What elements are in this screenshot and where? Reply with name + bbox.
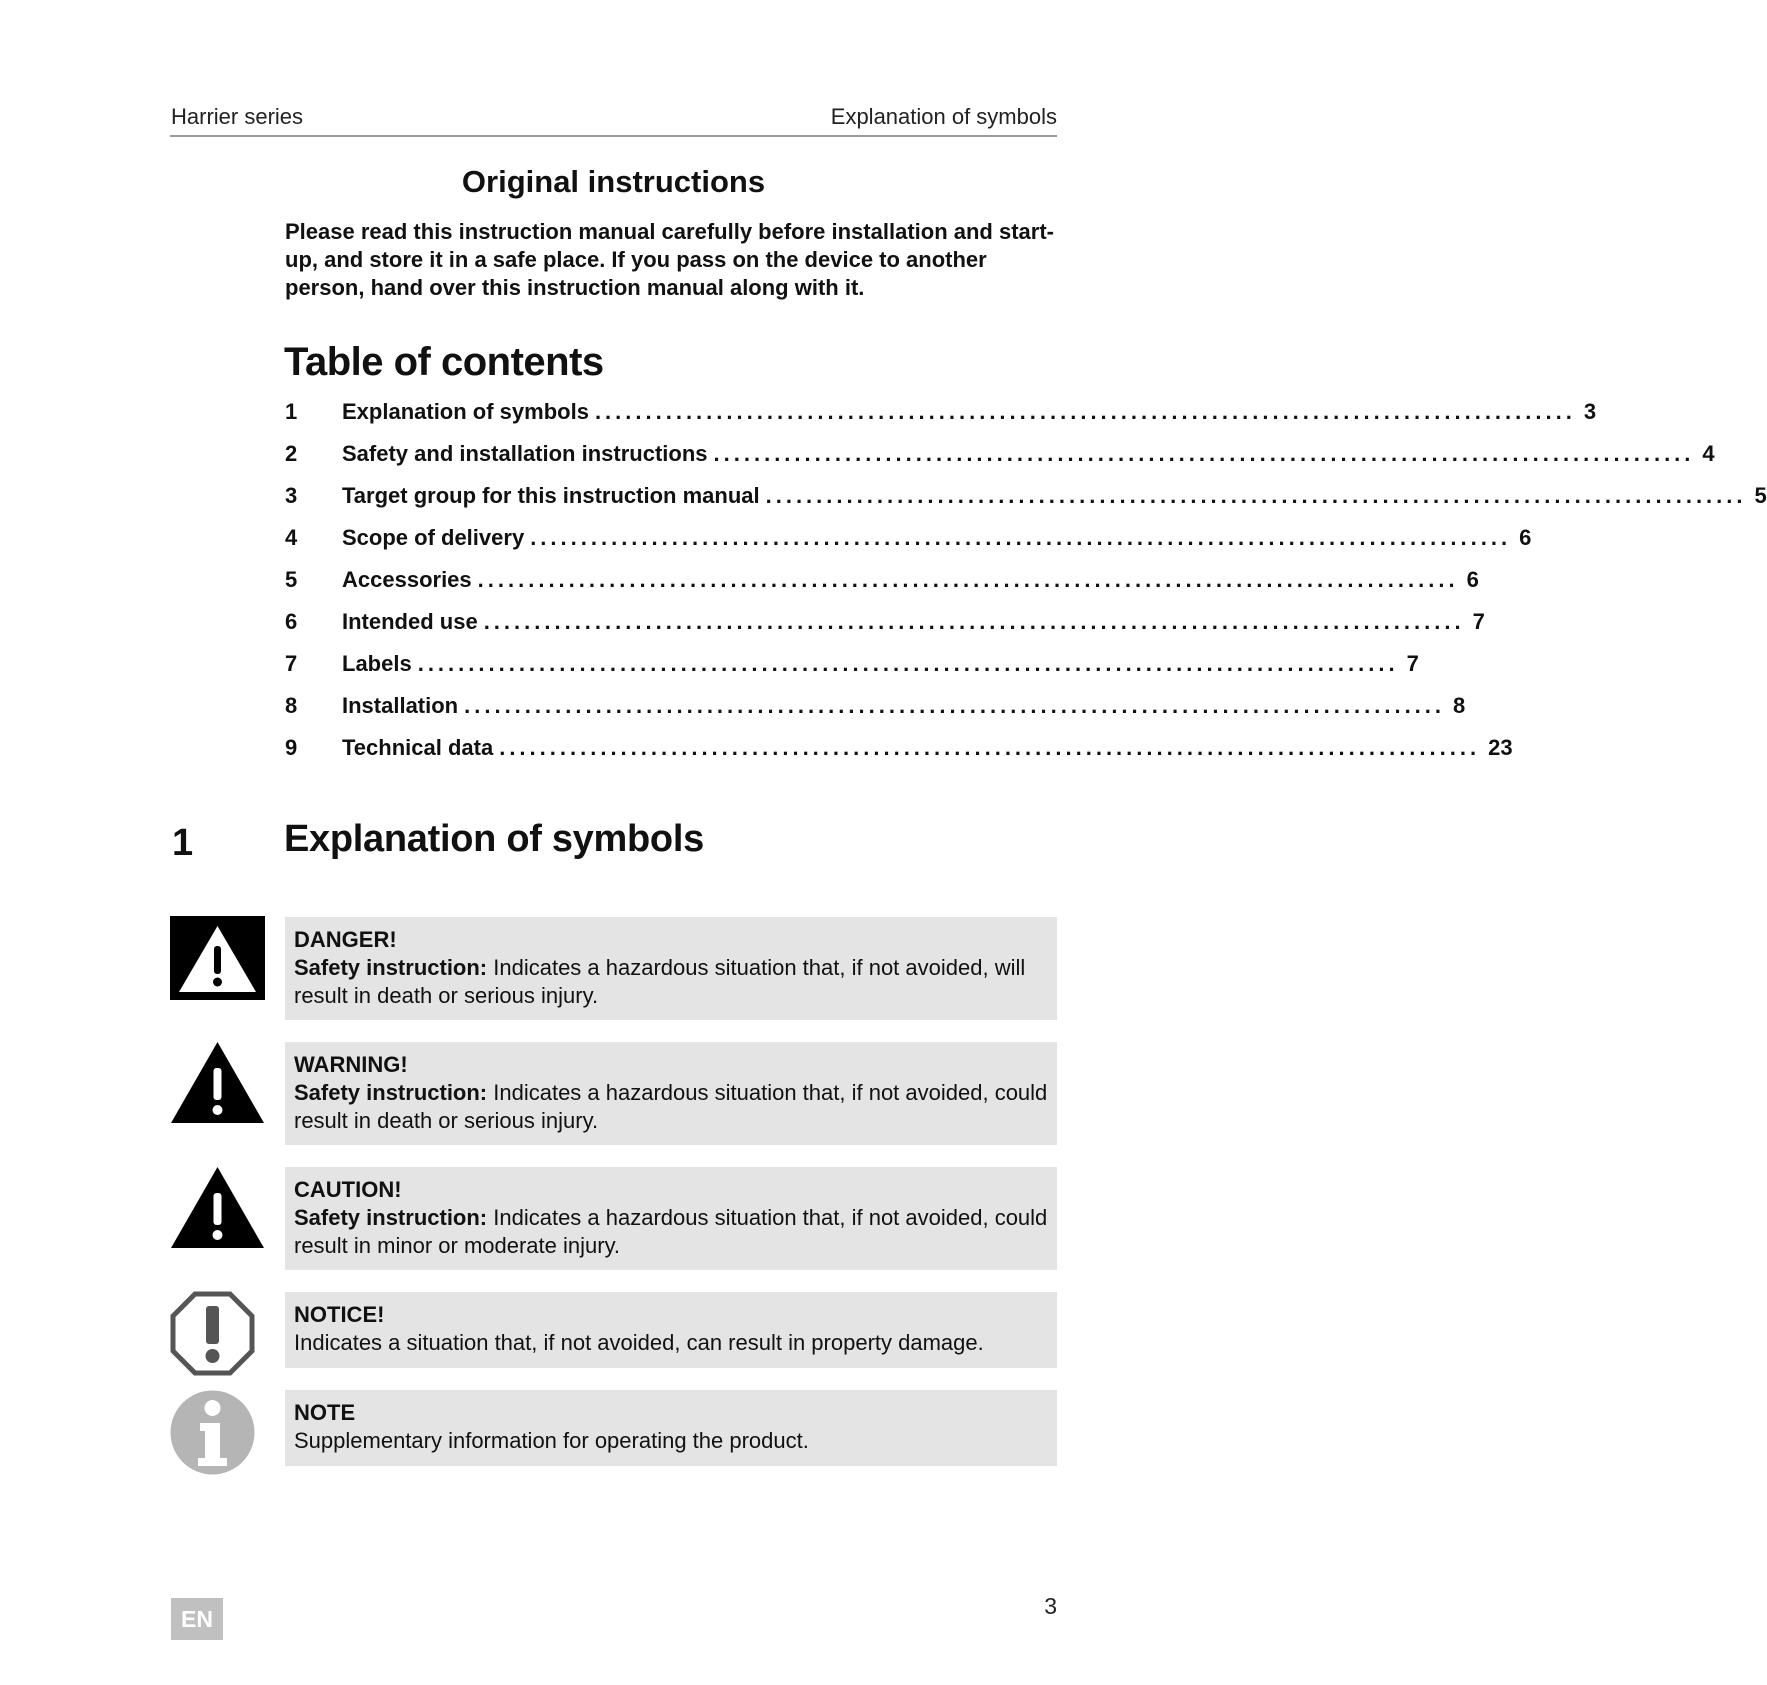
toc-entry-number: 8 <box>285 693 298 718</box>
toc-entry-page: 4 <box>1702 441 1715 466</box>
intro-paragraph: Please read this instruction manual carefully before installation and start-up, and store it in a safe place. If you pass on the device to another person, hand over this instruction manual along with it. <box>285 219 1054 300</box>
caution-label: CAUTION! <box>294 1177 402 1202</box>
note-label: NOTE <box>294 1400 356 1425</box>
danger-text <box>294 954 1048 1010</box>
header-series: Harrier series <box>171 104 304 129</box>
toc-leader: ................................................................................................. <box>464 693 1446 718</box>
toc-entry-number: 9 <box>285 735 298 760</box>
note-box <box>285 1390 1057 1466</box>
toc-entry-label: Target group for this instruction manual <box>342 483 760 508</box>
warning-lead: Safety instruction: <box>294 1080 488 1105</box>
toc-entry[interactable] <box>285 441 1715 483</box>
page-number: 3 <box>1044 1593 1057 1619</box>
toc-entry[interactable] <box>285 525 1532 567</box>
toc-entry-number: 7 <box>285 651 298 676</box>
original-instructions-title: Original instructions <box>461 164 766 199</box>
notice-icon <box>170 1291 255 1376</box>
caution-box <box>285 1167 1057 1270</box>
toc-entry-label: Labels <box>342 651 412 676</box>
toc-entry-page: 5 <box>1754 483 1767 508</box>
caution-description: Indicates a hazardous situation that, if not avoided, could result in minor or moderate injury. <box>294 1205 1048 1258</box>
notice-text: Indicates a situation that, if not avoided, can result in property damage. <box>294 1330 984 1355</box>
toc-leader: ................................................................................................. <box>765 483 1747 508</box>
toc-entry[interactable] <box>285 693 1466 735</box>
header-section: Explanation of symbols <box>830 104 1057 129</box>
toc-entry-number: 3 <box>285 483 298 508</box>
toc-entry-page: 7 <box>1406 651 1419 676</box>
section-number: 1 <box>172 822 194 864</box>
toc-entry-page: 6 <box>1519 525 1532 550</box>
toc-leader: ................................................................................................. <box>417 651 1399 676</box>
toc-entry[interactable] <box>285 567 1479 609</box>
section-title: Explanation of symbols <box>284 818 704 860</box>
warning-label: WARNING! <box>294 1052 408 1077</box>
toc-leader: ................................................................................................. <box>530 525 1512 550</box>
warning-icon <box>170 1040 265 1124</box>
toc-entry[interactable] <box>285 735 1513 777</box>
toc-entry[interactable] <box>285 651 1419 693</box>
toc-entry-label: Installation <box>342 693 459 718</box>
toc-entry[interactable] <box>285 483 1767 525</box>
danger-label: DANGER! <box>294 927 397 952</box>
toc-entry-page: 23 <box>1488 735 1513 760</box>
note-text: Supplementary information for operating the product. <box>294 1428 809 1453</box>
warning-description: Indicates a hazardous situation that, if not avoided, could result in death or serious injury. <box>294 1080 1048 1133</box>
toc-entry-label: Intended use <box>342 609 478 634</box>
toc-entry-number: 5 <box>285 567 298 592</box>
toc-entry-number: 4 <box>285 525 298 550</box>
notice-box <box>285 1292 1057 1368</box>
toc-entry-page: 6 <box>1466 567 1479 592</box>
toc-leader: ................................................................................................. <box>483 609 1465 634</box>
info-icon <box>170 1390 255 1475</box>
toc-entry-label: Technical data <box>342 735 494 760</box>
toc-entry-number: 1 <box>285 399 298 424</box>
toc-leader: ................................................................................................. <box>713 441 1695 466</box>
toc-leader: ................................................................................................. <box>499 735 1481 760</box>
toc-leader: ................................................................................................. <box>594 399 1576 424</box>
toc-entry-label: Safety and installation instructions <box>342 441 708 466</box>
danger-icon <box>170 916 265 1000</box>
toc-entry-number: 6 <box>285 609 298 634</box>
toc-leader: ................................................................................................. <box>477 567 1459 592</box>
caution-lead: Safety instruction: <box>294 1205 488 1230</box>
table-of-contents <box>285 399 1767 777</box>
notice-label: NOTICE! <box>294 1302 385 1327</box>
toc-entry-page: 7 <box>1472 609 1485 634</box>
danger-description: Indicates a hazardous situation that, if not avoided, will result in death or serious injury. <box>294 955 1026 1008</box>
warning-text <box>294 1079 1048 1135</box>
toc-entry-label: Accessories <box>342 567 472 592</box>
warning-box <box>285 1042 1057 1145</box>
danger-lead: Safety instruction: <box>294 955 488 980</box>
language-badge: EN <box>171 1598 223 1640</box>
toc-title: Table of contents <box>284 340 604 384</box>
toc-entry-label: Explanation of symbols <box>342 399 589 424</box>
toc-entry-page: 8 <box>1453 693 1466 718</box>
toc-entry-label: Scope of delivery <box>342 525 525 550</box>
header-divider <box>170 135 1057 137</box>
toc-entry[interactable] <box>285 399 1597 441</box>
toc-entry[interactable] <box>285 609 1485 651</box>
toc-entry-page: 3 <box>1583 399 1597 424</box>
caution-text <box>294 1204 1048 1260</box>
toc-entry-number: 2 <box>285 441 298 466</box>
caution-icon <box>170 1165 265 1249</box>
danger-box <box>285 917 1057 1020</box>
